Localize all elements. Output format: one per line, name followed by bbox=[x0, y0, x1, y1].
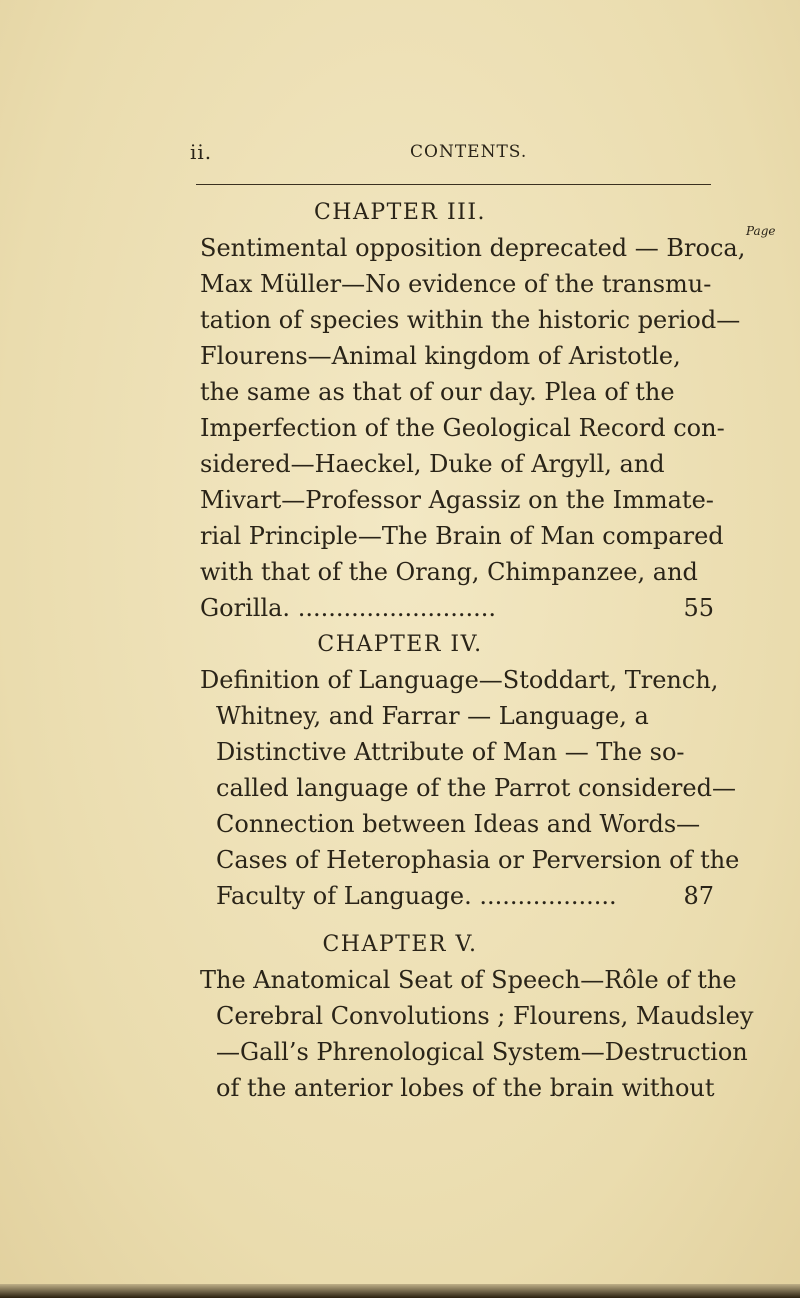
summary-line: Connection between Ideas and Words— bbox=[216, 810, 701, 838]
summary-line: the same as that of our day. Plea of the bbox=[200, 378, 675, 406]
header-rule bbox=[196, 184, 711, 185]
chapter-4-summary bbox=[200, 662, 740, 914]
chapter-5-title: CHAPTER V. bbox=[322, 932, 478, 957]
summary-last-line bbox=[200, 590, 714, 626]
summary-line: with that of the Orang, Chimpanzee, and bbox=[200, 558, 698, 586]
summary-last-line bbox=[200, 878, 714, 914]
summary-line: The Anatomical Seat of Speech—Rôle of the bbox=[200, 966, 737, 994]
page-bottom-edge bbox=[0, 1284, 800, 1298]
summary-line: sidered—Haeckel, Duke of Argyll, and bbox=[200, 450, 665, 478]
summary-line: of the anterior lobes of the brain without bbox=[216, 1074, 715, 1102]
chapter-3-summary bbox=[200, 230, 746, 626]
summary-line-with-leader: Faculty of Language. .................. bbox=[216, 882, 617, 910]
summary-line: tation of species within the historic period— bbox=[200, 306, 741, 334]
summary-line: Imperfection of the Geological Record con- bbox=[200, 414, 725, 442]
chapter-4-page: 87 bbox=[683, 882, 714, 910]
running-title: CONTENTS. bbox=[410, 142, 528, 162]
summary-line: Max Müller—No evidence of the transmu- bbox=[200, 270, 712, 298]
summary-line: Mivart—Professor Agassiz on the Immate- bbox=[200, 486, 714, 514]
chapter-3-page: 55 bbox=[683, 594, 714, 622]
summary-line: rial Principle—The Brain of Man compared bbox=[200, 522, 724, 550]
summary-line-with-leader: Gorilla. .......................... bbox=[200, 594, 497, 622]
summary-line: Sentimental opposition deprecated — Broca, bbox=[200, 234, 746, 262]
summary-line: Cases of Heterophasia or Perversion of the bbox=[216, 846, 740, 874]
chapter-5-summary bbox=[200, 962, 754, 1106]
summary-line: called language of the Parrot considered— bbox=[216, 774, 736, 802]
summary-line: Flourens—Animal kingdom of Aristotle, bbox=[200, 342, 681, 370]
summary-line: Definition of Language—Stoddart, Trench, bbox=[200, 666, 719, 694]
summary-line: Cerebral Convolutions ; Flourens, Maudsley bbox=[216, 1002, 754, 1030]
chapter-3-title: CHAPTER III. bbox=[313, 200, 487, 225]
summary-line: Whitney, and Farrar — Language, a bbox=[216, 702, 649, 730]
chapter-4-title: CHAPTER IV. bbox=[317, 632, 483, 657]
summary-line: —Gall’s Phrenological System—Destruction bbox=[216, 1038, 748, 1066]
page-column-label: Page bbox=[746, 224, 776, 238]
page-number: ii. bbox=[190, 140, 213, 164]
summary-line: Distinctive Attribute of Man — The so- bbox=[216, 738, 685, 766]
